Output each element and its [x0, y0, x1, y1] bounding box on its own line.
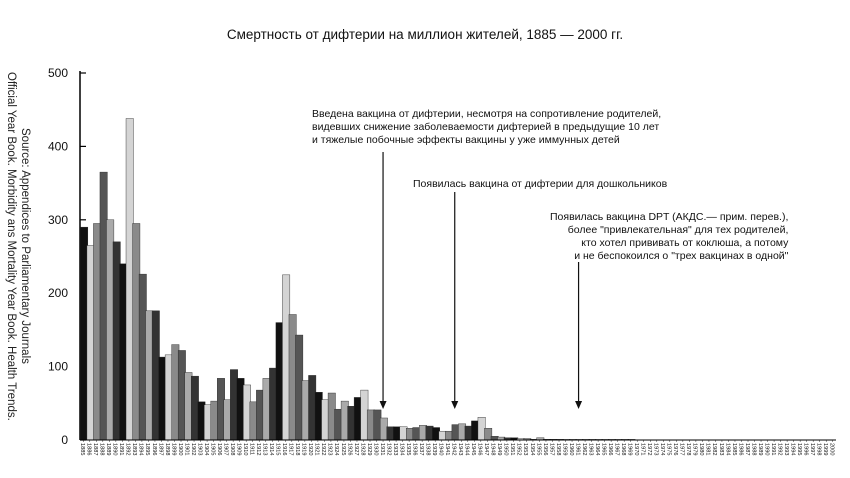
annotation-3-line-1: Появилась вакцина DPT (АКДС.— прим. перев.), [550, 211, 789, 223]
bar-1914 [269, 368, 276, 440]
x-tick-label: 1901 [183, 443, 190, 456]
annotation-1-line-2: видевших снижение заболеваемости дифтерией в предыдущие 10 лет [312, 121, 660, 133]
bar-1904 [204, 405, 211, 440]
annotation-3-line-4: и не беспокоился о "трех вакцинах в одной" [574, 250, 789, 262]
bar-1929 [367, 410, 374, 440]
x-tick-label: 1996 [802, 443, 809, 456]
y-tick-label: 400 [47, 139, 68, 154]
y-tick-label: 300 [47, 212, 68, 227]
bars [80, 119, 635, 440]
x-tick-label: 1902 [189, 443, 196, 456]
bar-1899 [172, 345, 179, 440]
x-tick-label: 1970 [633, 443, 640, 456]
x-tick-label: 1947 [483, 443, 490, 456]
annotation-arrowhead-1 [380, 401, 387, 409]
x-tick-label: 1904 [202, 443, 209, 456]
x-tick-label: 1983 [717, 443, 724, 456]
annotation-1 [312, 108, 661, 147]
x-tick-label: 1937 [417, 443, 424, 456]
x-axis [79, 440, 836, 455]
x-tick-label: 1886 [85, 443, 92, 456]
x-tick-label: 1993 [782, 443, 789, 456]
x-tick-label: 1966 [606, 443, 613, 456]
x-tick-label: 1911 [248, 443, 255, 456]
bar-1902 [191, 376, 198, 440]
x-tick-label: 1957 [548, 443, 555, 456]
x-tick-label: 1950 [502, 443, 509, 456]
bar-1921 [315, 392, 322, 440]
bar-1943 [458, 424, 465, 440]
y-tick-label: 0 [61, 433, 68, 447]
x-tick-label: 1997 [808, 443, 815, 456]
x-tick-label: 1913 [261, 443, 268, 456]
x-tick-label: 1919 [300, 443, 307, 456]
x-tick-label: 1918 [294, 443, 301, 456]
x-tick-label: 1894 [137, 443, 144, 456]
x-tick-label: 1939 [430, 443, 437, 456]
x-tick-label: 1978 [685, 443, 692, 456]
x-tick-label: 1961 [574, 443, 581, 456]
x-tick-label: 1907 [222, 443, 229, 456]
bar-1919 [302, 381, 309, 440]
x-tick-label: 1945 [470, 443, 477, 456]
x-tick-label: 1965 [600, 443, 607, 456]
x-tick-label: 1988 [750, 443, 757, 456]
bar-1923 [328, 393, 335, 440]
x-tick-label: 1968 [619, 443, 626, 456]
x-tick-label: 1885 [79, 443, 86, 456]
bar-1891 [120, 264, 127, 440]
bar-1906 [217, 378, 224, 440]
bar-1922 [322, 400, 329, 440]
x-tick-label: 1895 [144, 443, 151, 456]
x-tick-label: 1958 [554, 443, 561, 456]
bar-1938 [426, 426, 433, 440]
x-tick-label: 1938 [424, 443, 431, 456]
x-tick-label: 1979 [691, 443, 698, 456]
bar-1925 [341, 401, 348, 440]
bar-1931 [380, 418, 387, 440]
bar-1888 [100, 172, 107, 440]
y-tick-label: 200 [47, 286, 68, 301]
x-tick-label: 1924 [333, 443, 340, 456]
x-tick-label: 1949 [496, 443, 503, 456]
bar-1901 [185, 372, 192, 440]
x-tick-label: 1989 [756, 443, 763, 456]
x-tick-label: 1981 [704, 443, 711, 456]
x-tick-label: 1915 [274, 443, 281, 456]
bar-1939 [432, 428, 439, 440]
bar-1917 [289, 314, 296, 440]
x-tick-label: 1951 [509, 443, 516, 456]
bar-1910 [243, 385, 250, 440]
x-tick-label: 1891 [118, 443, 125, 456]
bar-1900 [178, 350, 185, 440]
bar-1924 [335, 409, 342, 440]
source-line-2: Source: Appendices to Parliamentary Journals [19, 128, 31, 364]
x-tick-label: 1908 [228, 443, 235, 456]
bar-1887 [93, 223, 100, 440]
bar-1933 [393, 427, 400, 440]
x-tick-label: 1959 [561, 443, 568, 456]
bar-1944 [465, 426, 472, 440]
x-tick-label: 1955 [535, 443, 542, 456]
x-tick-label: 1985 [730, 443, 737, 456]
x-tick-label: 1917 [287, 443, 294, 456]
x-tick-label: 1928 [359, 443, 366, 456]
x-tick-label: 1952 [515, 443, 522, 456]
bar-1885 [80, 227, 87, 440]
x-tick-label: 1967 [613, 443, 620, 456]
x-tick-label: 1944 [463, 443, 470, 456]
bar-1915 [276, 323, 283, 440]
bar-1926 [348, 406, 355, 440]
x-tick-label: 1926 [346, 443, 353, 456]
x-tick-label: 1929 [365, 443, 372, 456]
x-tick-label: 1897 [157, 443, 164, 456]
bar-1894 [139, 274, 146, 440]
y-tick-label: 100 [47, 359, 68, 374]
bar-1897 [159, 357, 166, 440]
annotation-1-line-3: и тяжелые побочные эффекты вакцины у уже иммунных детей [312, 134, 620, 146]
x-tick-label: 1910 [241, 443, 248, 456]
bar-1908 [230, 370, 237, 440]
bar-1940 [439, 431, 446, 440]
x-tick-label: 1920 [307, 443, 314, 456]
x-tick-label: 1936 [411, 443, 418, 456]
x-tick-label: 1991 [769, 443, 776, 456]
bar-1927 [354, 397, 361, 440]
bar-1937 [419, 425, 426, 440]
x-tick-label: 1953 [522, 443, 529, 456]
bar-1911 [250, 402, 257, 440]
bar-1928 [361, 390, 368, 440]
x-tick-label: 1916 [281, 443, 288, 456]
x-tick-label: 1987 [743, 443, 750, 456]
x-tick-label: 1905 [209, 443, 216, 456]
x-tick-label: 1927 [352, 443, 359, 456]
x-tick-label: 1990 [763, 443, 770, 456]
x-tick-label: 1963 [587, 443, 594, 456]
bar-1934 [400, 427, 407, 440]
bar-1913 [263, 378, 270, 440]
x-tick-label: 1935 [404, 443, 411, 456]
x-tick-label: 1976 [672, 443, 679, 456]
annotation-1-line-1: Введена вакцина от дифтерии, несмотря на сопротивление родителей, [312, 108, 662, 120]
x-tick-label: 1923 [326, 443, 333, 456]
bar-1946 [478, 417, 485, 440]
x-tick-label: 1948 [489, 443, 496, 456]
x-tick-label: 1899 [170, 443, 177, 456]
bar-1907 [224, 400, 231, 440]
x-tick-label: 1896 [150, 443, 157, 456]
x-tick-label: 1922 [320, 443, 327, 456]
x-tick-label: 1932 [385, 443, 392, 456]
x-tick-label: 1980 [698, 443, 705, 456]
x-tick-label: 1995 [795, 443, 802, 456]
chart-title: Смертность от дифтерии на миллион жителей, 1885 — 2000 гг. [226, 27, 624, 42]
annotation-2-line-1: Появилась вакцина от дифтерии для дошкольников [413, 178, 668, 190]
x-tick-label: 1900 [176, 443, 183, 456]
x-tick-label: 1994 [789, 443, 796, 456]
x-tick-label: 1986 [737, 443, 744, 456]
x-tick-label: 1889 [105, 443, 112, 456]
annotation-arrowhead-3 [575, 401, 582, 409]
x-tick-label: 1954 [528, 443, 535, 456]
bar-1889 [106, 220, 113, 440]
x-tick-label: 1887 [92, 443, 99, 456]
bar-1936 [413, 428, 420, 440]
x-tick-label: 1890 [111, 443, 118, 456]
x-tick-label: 1943 [457, 443, 464, 456]
x-tick-label: 1974 [659, 443, 666, 456]
bar-1886 [87, 245, 94, 440]
annotation-3-line-2: более "привлекательная" для тех родителей, [567, 224, 789, 236]
bar-1932 [387, 427, 394, 440]
x-tick-label: 1941 [444, 443, 451, 456]
bar-1890 [113, 242, 120, 440]
bar-1930 [374, 410, 381, 440]
x-tick-label: 1946 [476, 443, 483, 456]
annotation-2 [413, 178, 667, 191]
annotation-arrowhead-2 [451, 401, 458, 409]
bar-1918 [295, 335, 302, 440]
x-tick-label: 1934 [398, 443, 405, 456]
x-tick-label: 1960 [567, 443, 574, 456]
bar-1893 [133, 223, 140, 440]
annotation-3-line-3: кто хотел прививать от коклюша, а потому [581, 237, 789, 249]
bar-1892 [126, 119, 133, 440]
bar-1898 [165, 355, 172, 440]
x-tick-label: 1909 [235, 443, 242, 456]
bar-1920 [309, 375, 316, 440]
x-tick-label: 2000 [828, 443, 835, 456]
x-tick-label: 1892 [124, 443, 131, 456]
bar-1912 [256, 390, 263, 440]
bar-1916 [282, 275, 289, 440]
x-tick-label: 1969 [626, 443, 633, 456]
x-tick-label: 1992 [776, 443, 783, 456]
bar-1935 [406, 428, 413, 440]
bar-1905 [211, 401, 218, 440]
bar-1941 [445, 431, 452, 440]
x-tick-label: 1893 [131, 443, 138, 456]
x-tick-label: 1931 [378, 443, 385, 456]
y-tick-label: 500 [47, 66, 68, 80]
x-tick-label: 1971 [639, 443, 646, 456]
x-tick-label: 1888 [98, 443, 105, 456]
x-tick-label: 1975 [665, 443, 672, 456]
x-tick-label: 1898 [163, 443, 170, 456]
x-tick-label: 1973 [652, 443, 659, 456]
x-tick-label: 1964 [593, 443, 600, 456]
x-tick-label: 1940 [437, 443, 444, 456]
x-tick-label: 1925 [339, 443, 346, 456]
bar-1942 [452, 425, 459, 440]
x-tick-label: 1930 [372, 443, 379, 456]
source-line-1: Official Year Book. Morbidity ans Mortality Year Book. Health Trends. [5, 72, 17, 421]
x-tick-label: 1906 [215, 443, 222, 456]
x-tick-label: 1999 [822, 443, 829, 456]
bar-1947 [484, 428, 491, 440]
x-tick-label: 1903 [196, 443, 203, 456]
x-tick-label: 1998 [815, 443, 822, 456]
bar-1909 [237, 378, 244, 440]
bar-1945 [471, 421, 478, 440]
x-tick-label: 1984 [724, 443, 731, 456]
bar-1895 [146, 311, 153, 440]
x-tick-label: 1912 [255, 443, 262, 456]
x-tick-label: 1921 [313, 443, 320, 456]
x-tick-label: 1972 [646, 443, 653, 456]
x-tick-label: 1977 [678, 443, 685, 456]
bar-1903 [198, 402, 205, 440]
bar-1896 [152, 311, 159, 440]
bar-1948 [491, 436, 498, 440]
x-tick-label: 1942 [450, 443, 457, 456]
x-tick-label: 1956 [541, 443, 548, 456]
x-tick-label: 1914 [268, 443, 275, 456]
x-tick-label: 1933 [391, 443, 398, 456]
x-tick-label: 1982 [711, 443, 718, 456]
annotation-3 [550, 211, 788, 263]
x-tick-label: 1962 [580, 443, 587, 456]
